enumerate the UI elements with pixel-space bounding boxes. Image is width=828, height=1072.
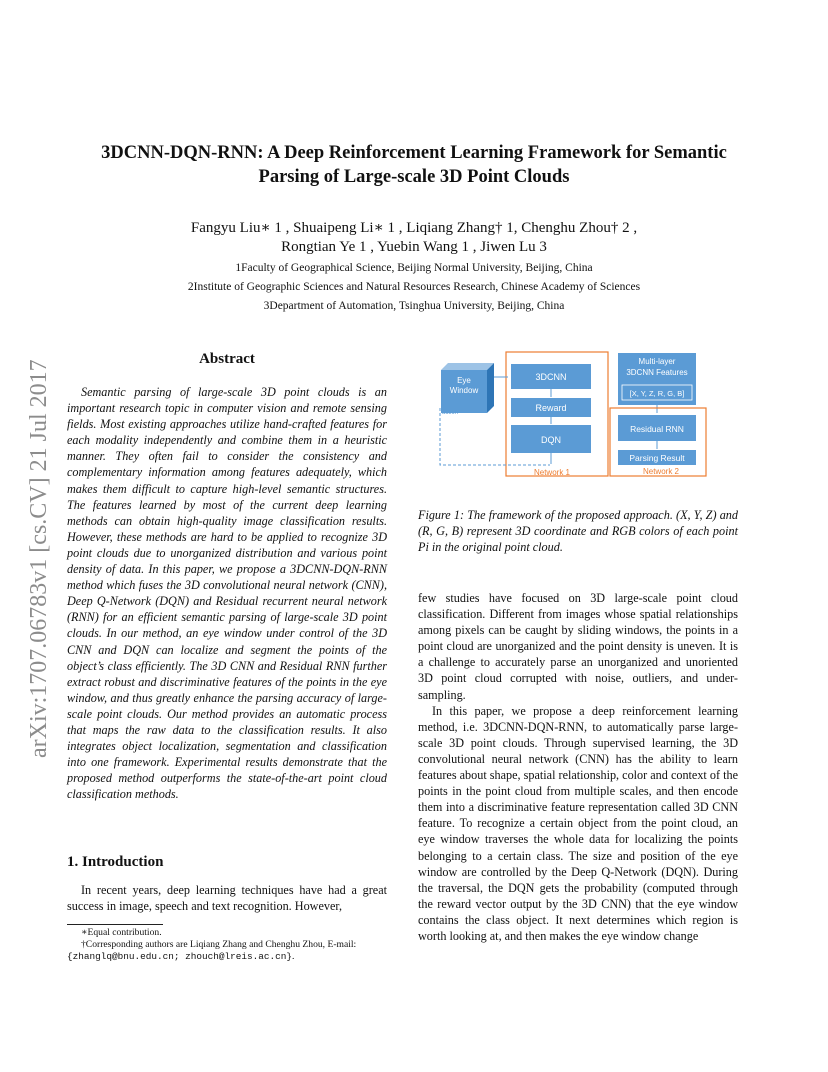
- footnote-equal-contribution: ∗Equal contribution.: [81, 927, 162, 938]
- framework-figure: [428, 350, 740, 480]
- right-column-body: [418, 590, 738, 944]
- action-label: action: [442, 410, 459, 416]
- footnote-suffix: .: [292, 951, 295, 962]
- footnote-rule: [67, 924, 163, 925]
- multilayer-label-2: 3DCNN Features: [626, 368, 688, 377]
- eye-window-label-2: Window: [449, 386, 479, 395]
- author-list: [0, 219, 828, 257]
- affiliation-2: 2Institute of Geographic Sciences and Natural Resources Research, Chinese Academy of Sciences: [187, 281, 641, 293]
- cnn-label: 3DCNN: [535, 372, 567, 382]
- dqn-label: DQN: [541, 435, 561, 445]
- network2-label: Network 2: [642, 467, 680, 476]
- eye-window-label-1: Eye: [457, 376, 471, 385]
- xyzrgb-label: [X, Y, Z, R, G, B]: [629, 389, 685, 398]
- introduction-body: [67, 882, 387, 914]
- paper-title: [0, 141, 828, 189]
- multilayer-label-1: Multi-layer: [638, 357, 676, 366]
- title-line-2: Parsing of Large-scale 3D Point Clouds: [258, 167, 570, 187]
- figure-caption: Figure 1: The framework of the proposed approach. (X, Y, Z) and (R, G, B) represent 3D coordinate and RGB colors of each point Pi in the original point cloud.: [418, 508, 738, 555]
- parsing-result-label: Parsing Result: [629, 453, 685, 463]
- abstract-text: Semantic parsing of large-scale 3D point clouds is an important research topic in computer vision and remote sensing fields. Most existing approaches utilize hand-crafted features for each modality independently and combine them in a heuristic manner. They often fail to consider the consistency and complementary information among features adequately, which makes them difficult to capture high-level semantic structures. The features learned by most of the current deep learning methods can obtain high-quality image classification results. However, these methods are hard to be applied to recognize 3D point clouds due to unorganized distribution and various point density of data. In this paper, we propose a 3DCNN-DQN-RNN method which fuses the 3D convolutional neural network (CNN), Deep Q-Network (DQN) and Residual recurrent neural network (RNN) for an efficient semantic parsing of large-scale 3D point clouds. In our method, an eye window under control of the 3D CNN and DQN can localize and segment the points of the object’s class efficiently. The 3D CNN and Residual RNN further extract robust and discriminative features of the points in the eye window, and thus greatly enhance the parsing accuracy of large-scale point clouds. Our method provides an automatic process that maps the raw data to the classification results. It also integrates object localization, segmentation and classification into one framework. Experimental results demonstrate that the proposed method outperforms the state-of-the-art point cloud classification methods.: [67, 385, 387, 802]
- affiliation-1: 1Faculty of Geographical Science, Beijing Normal University, Beijing, China: [235, 262, 593, 274]
- section-heading-introduction: 1. Introduction: [67, 854, 164, 870]
- author-line-2: Rongtian Ye 1 , Yuebin Wang 1 , Jiwen Lu 3: [281, 239, 547, 255]
- arxiv-stamp: [22, 298, 56, 758]
- body-paragraph-2: In this paper, we propose a deep reinforcement learning method, i.e. 3DCNN-DQN-RNN, to automatically parse large-scale 3D point clouds. Through supervised learning, the 3D convolutional neural network (CNN) has the ability to learn features about shape, spatial relationship, color and context of the points in the point cloud from multiple scales, and then encode them into a discriminative feature representation called 3D CNN feature. To recognize a certain object from the point cloud, an eye window traverses the whole data for localizing the points belonging to a certain class. The size and position of the eye window are controlled by the Deep Q-Network (DQN). During the traversal, the DQN gets the probability (computed through the reward vector output by the 3D CNN) that the eye window contains the class object. It next determines which region is worth looking at, and then makes the eye window change: [418, 703, 738, 943]
- network1-label: Network 1: [533, 468, 571, 477]
- reward-label: Reward: [535, 403, 567, 413]
- title-line-1: 3DCNN-DQN-RNN: A Deep Reinforcement Learning Framework for Semantic: [101, 143, 727, 163]
- introduction-text: In recent years, deep learning techniques have had a great success in image, speech and text recognition. However,: [67, 883, 387, 914]
- abstract-heading: Abstract: [199, 351, 255, 367]
- footnote-corresponding-text: †Corresponding authors are Liqiang Zhang and Chenghu Zhou, E-mail:: [81, 939, 357, 950]
- footnotes: [67, 927, 387, 963]
- author-line-1: Fangyu Liu∗ 1 , Shuaipeng Li∗ 1 , Liqiang Zhang† 1, Chenghu Zhou† 2 ,: [190, 220, 638, 236]
- arxiv-stamp-text: arXiv:1707.06783v1 [cs.CV] 21 Jul 2017: [26, 359, 52, 758]
- eye-window-cube-top: [441, 363, 494, 370]
- affiliation-3: 3Department of Automation, Tsinghua University, Beijing, China: [263, 300, 565, 312]
- body-paragraph-1: few studies have focused on 3D large-scale point cloud classification. Different from images whose spatial relationships among pixels can be caught by sliding windows, the points in a point cloud are unorganized and the point density is uneven. It is a challenge to accurately parse an unorganized and unoriented 3D point cloud corrupted with noise, outliers, and under-sampling.: [418, 591, 738, 702]
- eye-window-cube-side: [487, 363, 494, 413]
- residual-rnn-label: Residual RNN: [630, 424, 684, 434]
- footnote-emails: {zhanglq@bnu.edu.cn; zhouch@lreis.ac.cn}: [67, 951, 293, 962]
- footnote-corresponding: [67, 939, 387, 963]
- abstract-body: [67, 384, 387, 802]
